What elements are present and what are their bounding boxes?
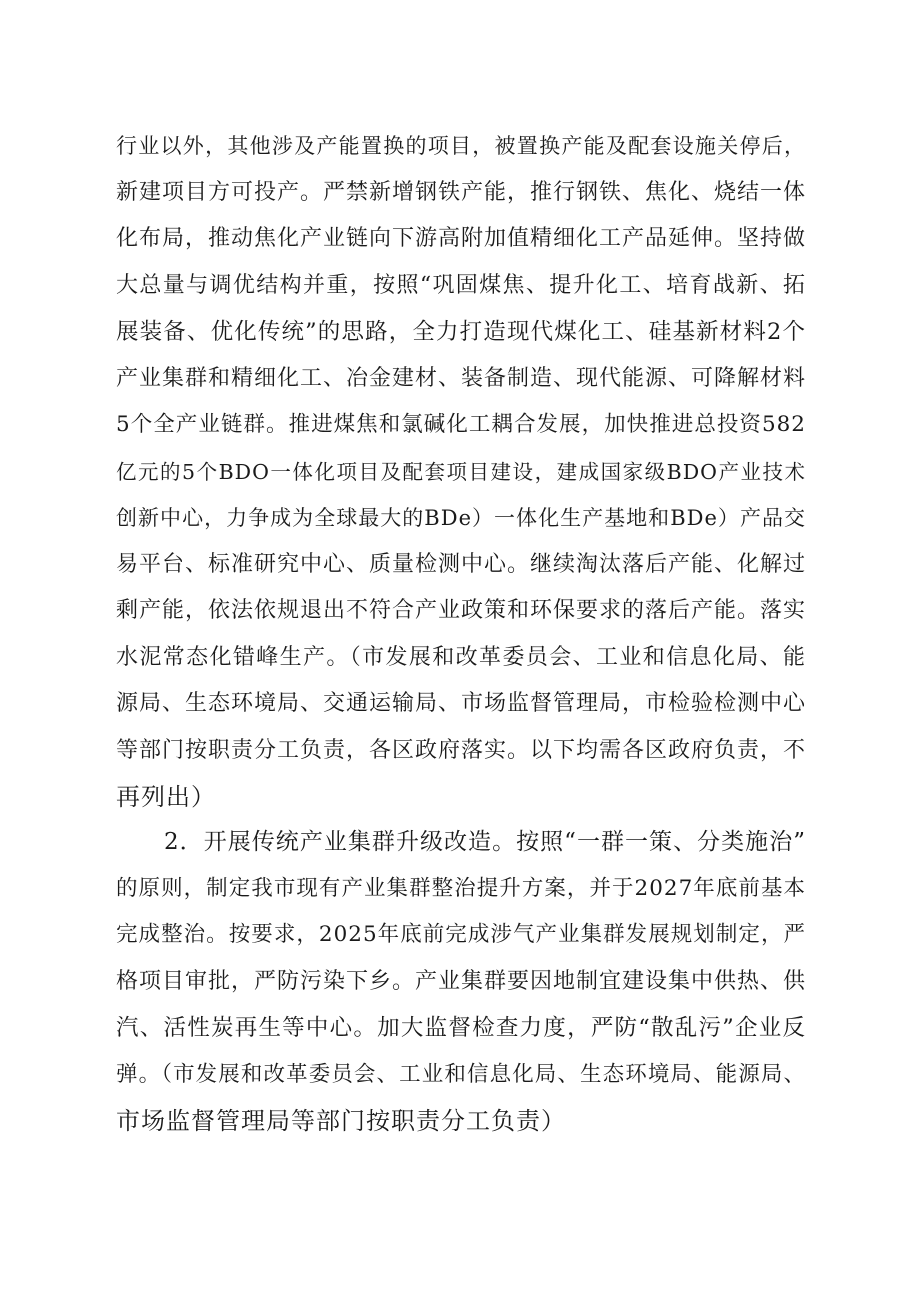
text-line: 市场监督管理局等部门按职责分工负责）: [116, 1107, 566, 1135]
text-line: 再列出）: [116, 783, 216, 811]
text-line: 弹。（市发展和改革委员会、工业和信息化局、生态环境局、能源局、: [116, 1061, 806, 1087]
text-line: 完成整治。按要求，2025年底前完成涉气产业集群发展规划制定，严: [116, 922, 806, 947]
text-line: 等部门按职责分工负责，各区政府落实。以下均需各区政府负责，不: [116, 737, 807, 763]
text-line: 水泥常态化错峰生产。（市发展和改革委员会、工业和信息化局、能: [116, 644, 806, 670]
text-line: 亿元的5个BDO一体化项目及配套项目建设，建成国家级BDO产业技术: [116, 459, 806, 484]
text-line: 2．开展传统产业集群升级改造。按照“一群一策、分类施治”: [164, 829, 806, 855]
text-line: 源局、生态环境局、交通运输局、市场监督管理局，市检验检测中心: [116, 691, 807, 716]
text-line: 剩产能，依法依规退出不符合产业政策和环保要求的落后产能。落实: [116, 598, 807, 623]
text-line: 化布局，推动焦化产业链向下游高附加值精细化工产品延伸。坚持做: [116, 226, 807, 251]
text-line: 易平台、标准研究中心、质量检测中心。继续淘汰落后产能、化解过: [116, 551, 807, 577]
text-line: 展装备、优化传统”的思路，全力打造现代煤化工、硅基新材料2个: [116, 319, 806, 345]
text-line: 产业集群和精细化工、冶金建材、装备制造、现代能源、可降解材料: [116, 365, 807, 391]
text-line: 的原则，制定我市现有产业集群整治提升方案，并于2027年底前基本: [116, 875, 806, 901]
text-line: 创新中心，力争成为全球最大的BDe）一体化生产基地和BDe）产品交: [116, 506, 806, 530]
text-line: 行业以外，其他涉及产能置换的项目，被置换产能及配套设施关停后，: [116, 134, 806, 158]
text-line: 汽、活性炭再生等中心。加大监督检查力度，严防“散乱污”企业反: [116, 1015, 806, 1041]
text-line: 新建项目方可投产。严禁新增钢铁产能，推行钢铁、焦化、烧结一体: [116, 179, 807, 205]
paragraph-cluster-upgrade: [116, 819, 806, 1145]
text-line: 格项目审批，严防污染下乡。产业集群要因地制宜建设集中供热、供: [116, 968, 807, 994]
text-line: 大总量与调优结构并重，按照“巩固煤焦、提升化工、培育战新、拓: [116, 272, 806, 298]
paragraph-industry-capacity: [116, 123, 806, 821]
text-line: 5个全产业链群。推进煤焦和氯碱化工耦合发展，加快推进总投资582: [116, 412, 806, 437]
